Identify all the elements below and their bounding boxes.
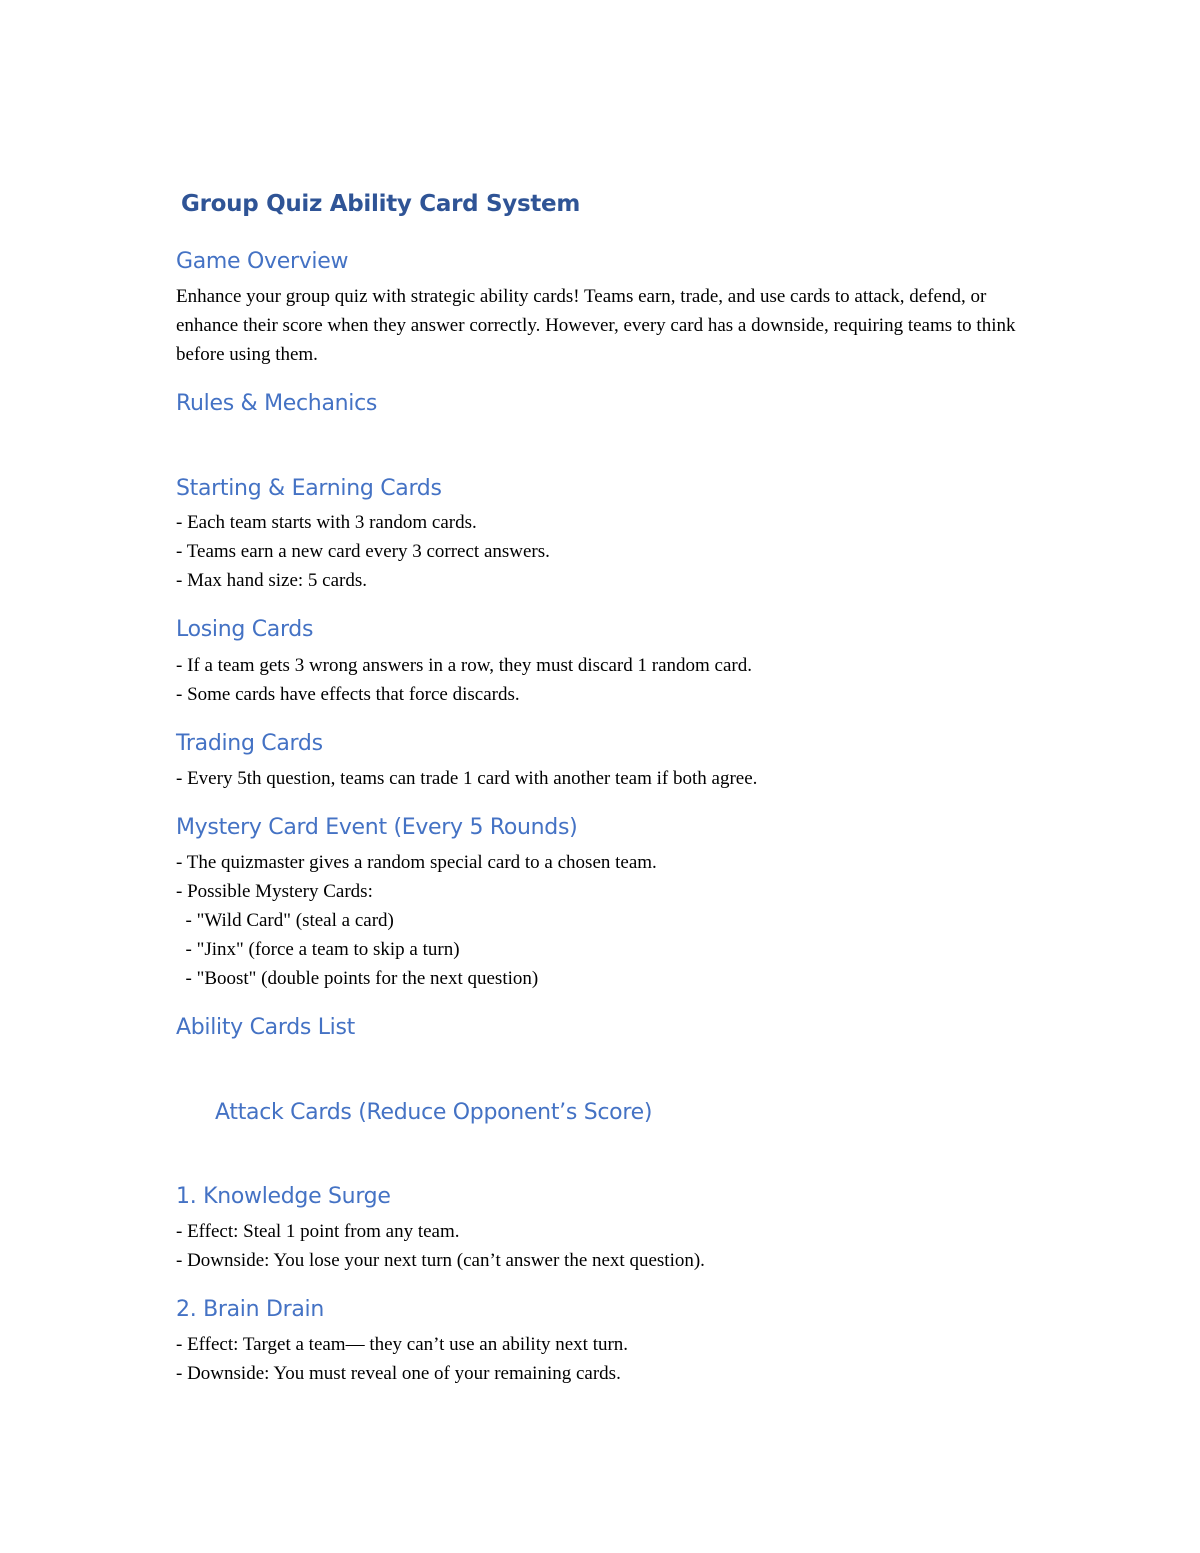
heading-trading-cards: Trading Cards bbox=[176, 731, 323, 756]
document-title: Group Quiz Ability Card System bbox=[181, 191, 581, 217]
heading-mystery-card-event: Mystery Card Event (Every 5 Rounds) bbox=[176, 815, 578, 840]
starting-line: - Teams earn a new card every 3 correct answers. bbox=[176, 541, 550, 562]
game-overview-paragraph: Enhance your group quiz with strategic ability cards! Teams earn, trade, and use cards to attack, defend, or enhance their score when they answer correctly. However, every card has a downside, requiring teams to think before using them. bbox=[176, 286, 1016, 365]
heading-attack-cards: Attack Cards (Reduce Opponent’s Score) bbox=[215, 1100, 653, 1125]
trading-line: - Every 5th question, teams can trade 1 card with another team if both agree. bbox=[176, 768, 758, 789]
heading-ability-cards-list: Ability Cards List bbox=[176, 1015, 355, 1040]
mystery-line: - "Jinx" (force a team to skip a turn) bbox=[176, 939, 460, 960]
starting-line: - Each team starts with 3 random cards. bbox=[176, 512, 477, 533]
mystery-line: - Possible Mystery Cards: bbox=[176, 881, 373, 902]
card-downside: - Downside: You must reveal one of your remaining cards. bbox=[176, 1363, 621, 1384]
card-effect: - Effect: Steal 1 point from any team. bbox=[176, 1221, 460, 1242]
starting-line: - Max hand size: 5 cards. bbox=[176, 570, 367, 591]
mystery-line: - "Wild Card" (steal a card) bbox=[176, 910, 394, 931]
card-downside: - Downside: You lose your next turn (can’t answer the next question). bbox=[176, 1250, 705, 1271]
heading-game-overview: Game Overview bbox=[176, 249, 349, 274]
heading-losing-cards: Losing Cards bbox=[176, 617, 314, 642]
heading-card-knowledge-surge: 1. Knowledge Surge bbox=[176, 1184, 391, 1209]
losing-line: - If a team gets 3 wrong answers in a row, they must discard 1 random card. bbox=[176, 655, 752, 676]
heading-rules-mechanics: Rules & Mechanics bbox=[176, 391, 378, 416]
mystery-line: - "Boost" (double points for the next question) bbox=[176, 968, 539, 989]
losing-line: - Some cards have effects that force discards. bbox=[176, 684, 520, 705]
heading-starting-earning: Starting & Earning Cards bbox=[176, 476, 442, 501]
heading-card-brain-drain: 2. Brain Drain bbox=[176, 1297, 324, 1322]
card-effect: - Effect: Target a team— they can’t use an ability next turn. bbox=[176, 1334, 629, 1355]
mystery-line: - The quizmaster gives a random special card to a chosen team. bbox=[176, 852, 657, 873]
